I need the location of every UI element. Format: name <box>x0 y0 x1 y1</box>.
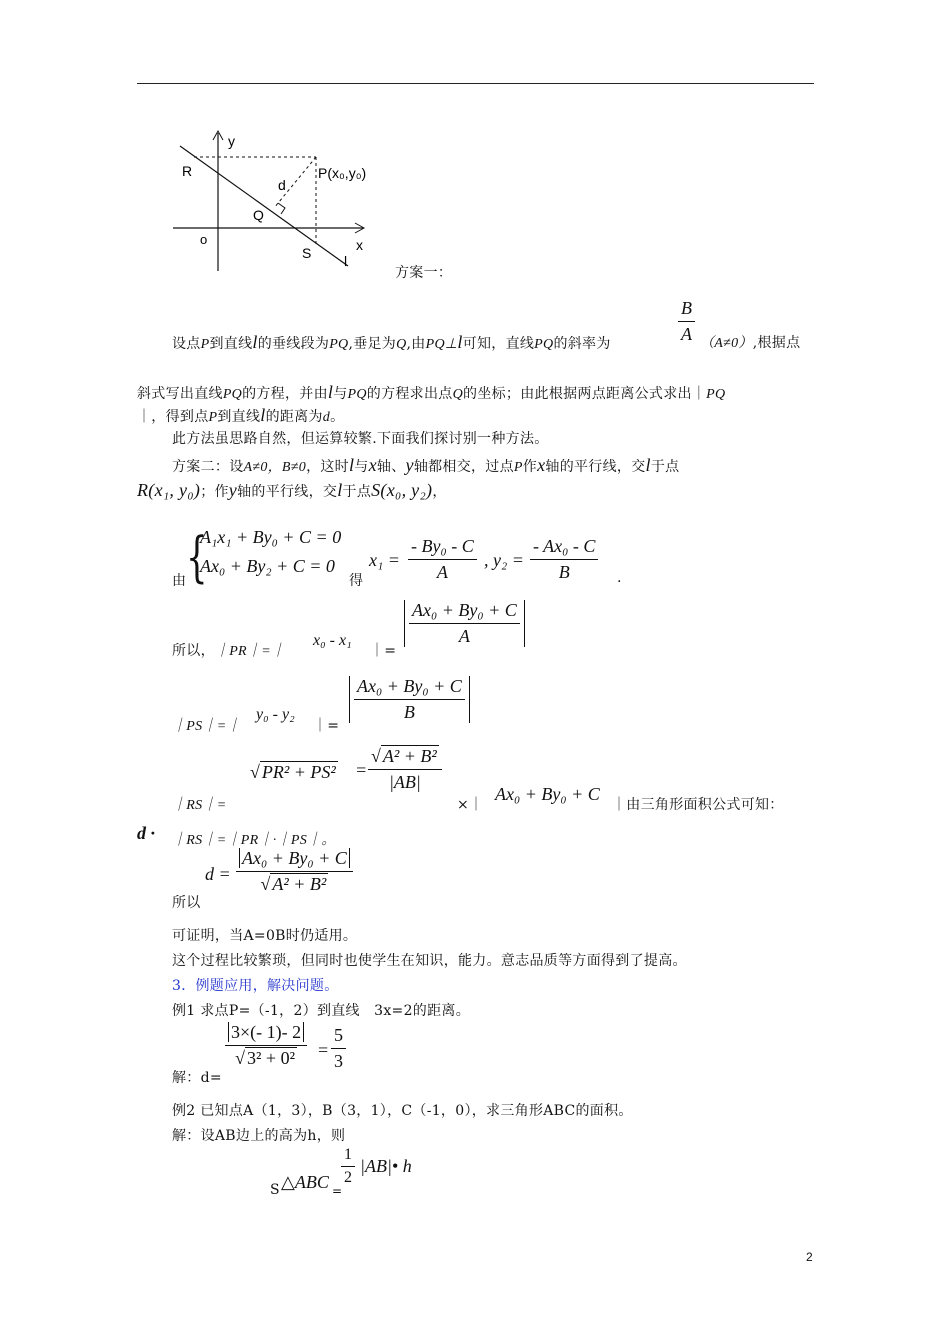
RS-times: ×｜ <box>457 797 484 813</box>
plan1-line1-tail: （A≠0）,根据点 <box>700 335 801 351</box>
plan1-line2: 斜式写出直线PQ的方程，并由l与PQ的方程求出点Q的坐标；由此根据两点距离公式求出｜PQ <box>137 382 726 402</box>
d-dot: d · <box>137 823 155 843</box>
de-label: 得 <box>349 573 364 589</box>
suoyi2: 所以 <box>172 895 201 911</box>
PS-lhs: ｜PS｜=｜ <box>172 719 241 734</box>
PS-bar-eq: ｜= <box>313 718 340 734</box>
fig-label-o: o <box>200 232 208 247</box>
ex2-half: $\frac{1}{2}$ <box>341 1146 355 1187</box>
ex1-fraction: $\frac{3\times(- 1)- 2}{\text{√ 3² + 0²}}$ <box>225 1022 307 1069</box>
fig-label-l: l <box>344 253 348 269</box>
slope-fraction: $\frac{B}{A}$ <box>678 298 695 345</box>
fig-label-d: d <box>278 177 286 193</box>
d-lhs: d = <box>205 864 231 884</box>
y0-y2: y₀ - y₂ <box>256 706 295 723</box>
header-rule <box>137 83 814 84</box>
ex2-tail: |AB|• h <box>360 1156 412 1176</box>
x1-fraction: $\frac{\text{- By₀ - C}}{A}$ <box>408 536 477 583</box>
d-fraction: $\frac{\text{Ax₀ + By₀ + C}}{\text{√ A² + B²}}$ <box>236 848 353 895</box>
fig-label-x: x <box>356 237 363 253</box>
ex1-result: $\frac{5}{3}$ <box>331 1025 346 1072</box>
RS-tail: Ax₀ + By₀ + C <box>495 784 600 804</box>
plan1-line4: 此方法虽思路自然，但运算较繁.下面我们探讨别一种方法。 <box>172 431 549 447</box>
RS-eq: = <box>355 760 368 780</box>
x1-eq: x₁ = <box>369 550 400 570</box>
fig-label-y: y <box>228 133 235 149</box>
y2-fraction: $\frac{\text{- Ax₀ - C}}{B}$ <box>530 536 598 583</box>
y2-eq: , y₂ = <box>484 550 524 570</box>
coordinate-figure <box>168 128 378 273</box>
ex1-eq: = <box>318 1040 329 1060</box>
plan1-line3: ｜，得到点P到直线l的距离为d。 <box>137 405 345 425</box>
you-label: 由 <box>172 573 187 589</box>
fig-label-R: R <box>182 163 193 179</box>
plan1-title: 方案一： <box>395 265 453 281</box>
line-l <box>180 146 348 266</box>
PR-bar-eq: ｜= <box>370 643 397 659</box>
ex2-triangle: △ABC <box>281 1172 329 1192</box>
PR-line: 所以，｜PR｜=｜ <box>172 643 286 659</box>
fig-label-P: P(x₀,y₀) <box>318 165 367 181</box>
area-text: ｜由三角形面积公式可知： <box>612 797 784 813</box>
section3-heading: 3．例题应用，解决问题。 <box>172 978 339 994</box>
ex2-eq: = <box>332 1184 343 1198</box>
plan2-line1: 方案二：设A≠0，B≠0，这时l与x轴、y轴都相交，过点P作x轴的平行线，交l于点 <box>172 455 680 475</box>
RS-sqrt: √ PR² + PS² <box>250 762 336 782</box>
PR-fraction: $\frac{\text{Ax₀ + By₀ + C}}{A}$ <box>404 600 525 647</box>
fig-label-Q: Q <box>253 207 264 223</box>
ex1-sol-label: 解：d= <box>172 1070 222 1086</box>
plan1-line1: 设点P到直线l的垂线段为PQ,垂足为Q,由PQ⊥l可知，直线PQ的斜率为 <box>172 332 611 352</box>
page-number: 2 <box>806 1250 813 1264</box>
x0-x1: x₀ - x₁ <box>313 632 352 649</box>
ex2-question: 例2 已知点A（1，3），B（3，1），C（-1，0），求三角形ABC的面积。 <box>172 1103 633 1119</box>
proof-note: 可证明，当A=0B时仍适用。 <box>172 928 358 944</box>
sys-eq2: Ax₀ + By₂ + C = 0 <box>200 556 335 576</box>
plan2-line2: R(x₁, y₀)；作y轴的平行线，交l于点S(x₀, y₂)， <box>137 480 447 500</box>
dot: . <box>617 570 622 586</box>
PS-fraction: $\frac{\text{Ax₀ + By₀ + C}}{B}$ <box>349 676 470 723</box>
summary: 这个过程比较繁琐，但同时也使学生在知识，能力。意志品质等方面得到了提高。 <box>172 953 687 969</box>
ex2-solution: 解：设AB边上的高为h，则 <box>172 1128 346 1144</box>
sys-eq1: A₁x₁ + By₀ + C = 0 <box>200 527 342 547</box>
ex1-question: 例1 求点P=（-1，2）到直线 3x=2的距离。 <box>172 1003 470 1019</box>
RS-fraction: $\frac{\text{√ A² + B²}}{|AB|}$ <box>368 746 442 793</box>
brace: { <box>186 526 208 590</box>
RS-lhs: ｜RS｜= <box>172 798 227 813</box>
ex2-S: S <box>270 1182 280 1198</box>
area-eq: ｜RS｜=｜PR｜·｜PS｜。 <box>172 833 336 848</box>
fig-label-S: S <box>302 245 312 261</box>
